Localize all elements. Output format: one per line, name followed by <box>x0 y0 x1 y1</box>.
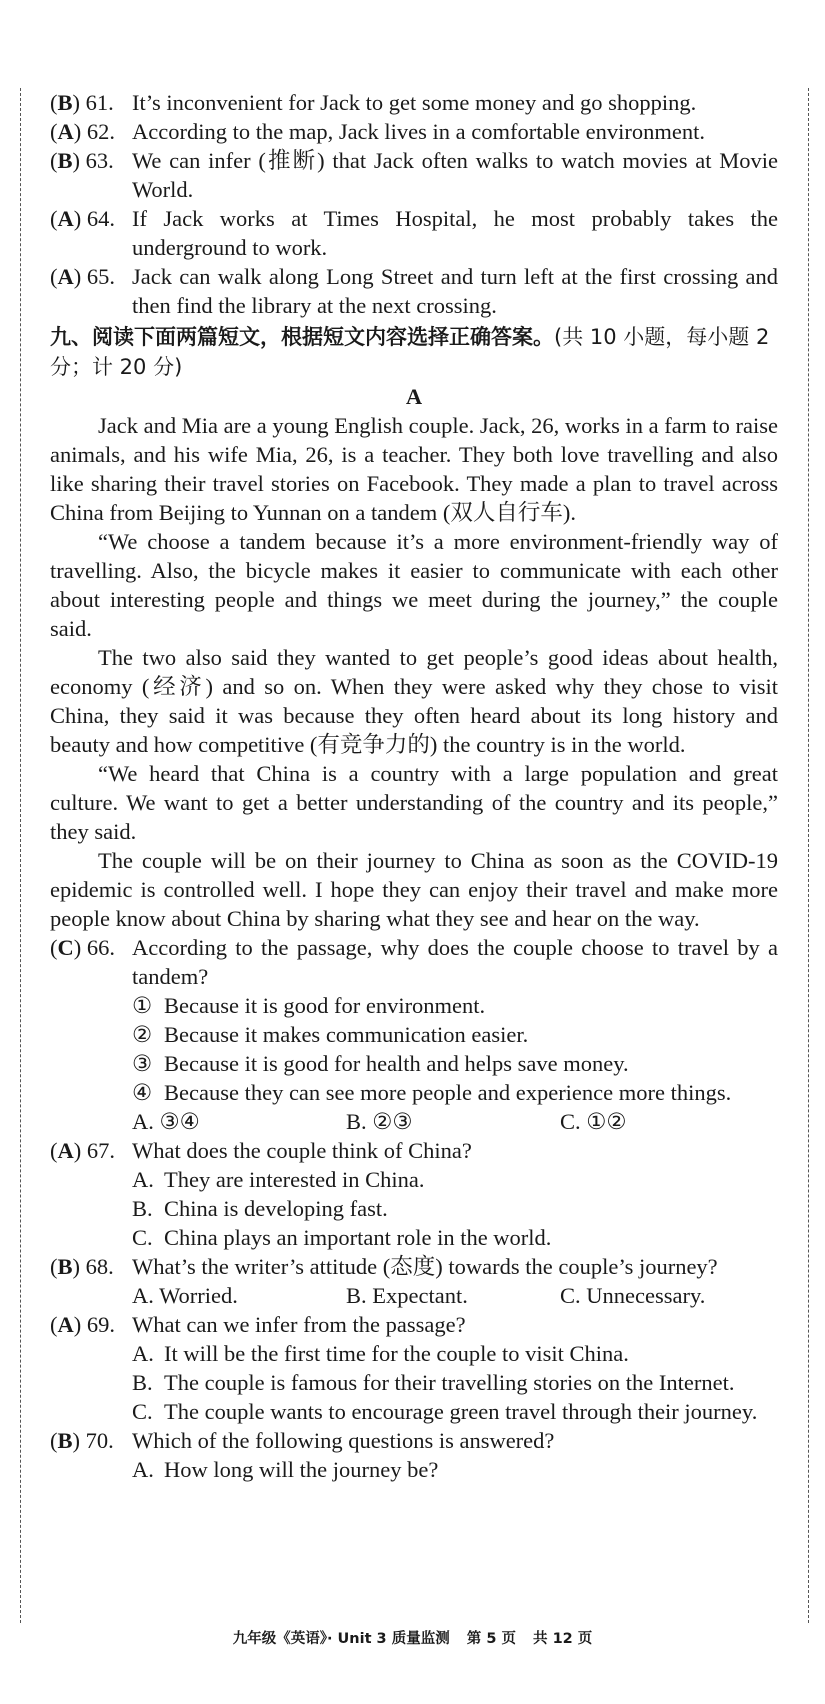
answer-letter: B <box>57 1254 73 1279</box>
footer-course: 九年级《英语》· Unit 3 质量监测 <box>232 1631 450 1647</box>
q68-options <box>132 1281 778 1310</box>
choice-b: B. ②③ <box>346 1109 413 1134</box>
statement-item <box>132 1078 778 1107</box>
option-text: China plays an important role in the world. <box>164 1225 552 1250</box>
option-letter: A. <box>132 1457 154 1482</box>
question-text: What can we infer from the passage? <box>132 1312 466 1337</box>
section-heading <box>50 322 778 382</box>
question-text: It’s inconvenient for Jack to get some money and go shopping. <box>132 90 697 115</box>
circled-number: ① <box>132 993 153 1018</box>
answer-letter: B <box>57 1428 73 1453</box>
question-66: (C) 66. According to the passage, why does the couple choose to travel by a tandem? <box>50 935 778 989</box>
q70-options <box>132 1455 778 1484</box>
option-letter: A. <box>132 1167 154 1192</box>
choice-c: C. Unnecessary. <box>560 1283 706 1308</box>
answer-letter: A <box>57 119 74 144</box>
page-content <box>50 88 778 1484</box>
footer-page-number: 第 5 页 <box>466 1631 516 1647</box>
answer-letter: B <box>57 148 73 173</box>
passage-paragraph: The two also said they wanted to get people’s good ideas about health, economy (经济) and so on. When they were asked why they chose to visit China, they said it was because they often heard about its long history and beauty and how competitive (有竞争力的) the country is in the world. <box>50 645 778 757</box>
option-b <box>132 1368 778 1397</box>
statement-text: Because it is good for health and helps save money. <box>164 1051 629 1076</box>
question-text: According to the passage, why does the couple choose to travel by a tandem? <box>132 935 778 989</box>
option-letter: A. <box>132 1341 154 1366</box>
passage-paragraph: Jack and Mia are a young English couple. Jack, 26, works in a farm to raise animals, and his wife Mia, 26, is a teacher. They both love travelling and also like sharing their travel stories on Facebook. They made a plan to travel across China from Beijing to Yunnan on a tandem (双人自行车). <box>50 413 778 525</box>
statement-text: Because it is good for environment. <box>164 993 486 1018</box>
question-68: (B) 68. What’s the writer’s attitude (态度) towards the couple’s journey? <box>50 1252 778 1281</box>
option-letter: C. <box>132 1225 153 1250</box>
question-63: (B) 63. We can infer (推断) that Jack often walks to watch movies at Movie World. <box>50 148 778 202</box>
question-text: According to the map, Jack lives in a comfortable environment. <box>132 119 705 144</box>
option-text: How long will the journey be? <box>164 1457 439 1482</box>
q69-options <box>132 1339 778 1426</box>
question-70: (B) 70. Which of the following questions is answered? <box>50 1426 778 1455</box>
question-number: 64. <box>86 206 115 231</box>
answer-letter: A <box>57 1312 74 1337</box>
option-b <box>132 1194 778 1223</box>
circled-number: ② <box>132 1022 153 1047</box>
option-a <box>132 1455 778 1484</box>
answer-letter: C <box>57 935 74 960</box>
question-67: (A) 67. What does the couple think of China? <box>50 1136 778 1165</box>
passage-paragraph: “We heard that China is a country with a large population and great culture. We want to get a better understanding of the country and its people,” they said. <box>50 761 778 844</box>
question-text: Which of the following questions is answered? <box>132 1428 555 1453</box>
footer-total-pages: 共 12 页 <box>533 1631 593 1647</box>
question-text: We can infer (推断) that Jack often walks to watch movies at Movie World. <box>132 148 778 202</box>
question-number: 69. <box>86 1312 115 1337</box>
right-dashed-cut-line <box>808 88 809 1623</box>
page-footer <box>0 1627 825 1648</box>
question-number: 61. <box>85 90 114 115</box>
statement-item <box>132 1020 778 1049</box>
question-number: 62. <box>86 119 115 144</box>
option-text: The couple wants to encourage green travel through their journey. <box>164 1399 758 1424</box>
q66-choices <box>132 1107 778 1136</box>
choice-a: A. ③④ <box>132 1109 200 1134</box>
question-65: (A) 65. Jack can walk along Long Street and turn left at the first crossing and then find the library at the next crossing. <box>50 264 778 318</box>
question-number: 63. <box>85 148 114 173</box>
option-a <box>132 1165 778 1194</box>
answer-letter: A <box>57 206 74 231</box>
question-number: 66. <box>86 935 115 960</box>
option-text: China is developing fast. <box>164 1196 388 1221</box>
question-number: 70. <box>85 1428 114 1453</box>
option-a <box>132 1339 778 1368</box>
question-69: (A) 69. What can we infer from the passage? <box>50 1310 778 1339</box>
option-letter: B. <box>132 1370 153 1395</box>
section-title: 九、阅读下面两篇短文，根据短文内容选择正确答案。 <box>50 325 554 349</box>
question-number: 65. <box>86 264 115 289</box>
option-letter: B. <box>132 1196 153 1221</box>
question-text: If Jack works at Times Hospital, he most probably takes the underground to work. <box>132 206 778 260</box>
answer-letter: A <box>57 264 74 289</box>
choice-b: B. Expectant. <box>346 1283 468 1308</box>
choice-c: C. ①② <box>560 1109 627 1134</box>
q68-choices <box>132 1281 778 1310</box>
option-c <box>132 1223 778 1252</box>
circled-number: ③ <box>132 1051 153 1076</box>
answer-letter: B <box>57 90 73 115</box>
question-62: (A) 62. According to the map, Jack lives in a comfortable environment. <box>50 117 778 146</box>
circled-number: ④ <box>132 1080 153 1105</box>
q66-statements <box>132 991 778 1136</box>
option-letter: C. <box>132 1399 153 1424</box>
question-number: 68. <box>85 1254 114 1279</box>
statement-text: Because it makes communication easier. <box>164 1022 529 1047</box>
section-note: (共 10 小题，每小题 2 分；计 20 分) <box>50 325 770 379</box>
q67-options <box>132 1165 778 1252</box>
option-text: They are interested in China. <box>164 1167 425 1192</box>
passage-paragraph: “We choose a tandem because it’s a more environment-friendly way of travelling. Also, the bicycle makes it easier to communicate with each other about interesting people and things we meet during the journey,” the couple said. <box>50 529 778 641</box>
question-text: Jack can walk along Long Street and turn left at the first crossing and then find the library at the next crossing. <box>132 264 778 318</box>
passage-label: A <box>405 384 423 409</box>
question-text: What’s the writer’s attitude (态度) towards the couple’s journey? <box>132 1254 718 1279</box>
statement-item <box>132 991 778 1020</box>
question-text: What does the couple think of China? <box>132 1138 472 1163</box>
left-dashed-cut-line <box>20 88 21 1623</box>
option-c <box>132 1397 778 1426</box>
question-64: (A) 64. If Jack works at Times Hospital, he most probably takes the underground to work. <box>50 206 778 260</box>
option-text: It will be the first time for the couple to visit China. <box>164 1341 629 1366</box>
statement-item <box>132 1049 778 1078</box>
question-61: (B) 61. It’s inconvenient for Jack to get some money and go shopping. <box>50 88 778 117</box>
option-text: The couple is famous for their travelling stories on the Internet. <box>164 1370 735 1395</box>
passage-paragraph: The couple will be on their journey to China as soon as the COVID-19 epidemic is controlled well. I hope they can enjoy their travel and make more people know about China by sharing what they see and hear on the way. <box>50 848 778 931</box>
question-number: 67. <box>86 1138 115 1163</box>
statement-text: Because they can see more people and experience more things. <box>164 1080 732 1105</box>
answer-letter: A <box>57 1138 74 1163</box>
choice-a: A. Worried. <box>132 1283 238 1308</box>
